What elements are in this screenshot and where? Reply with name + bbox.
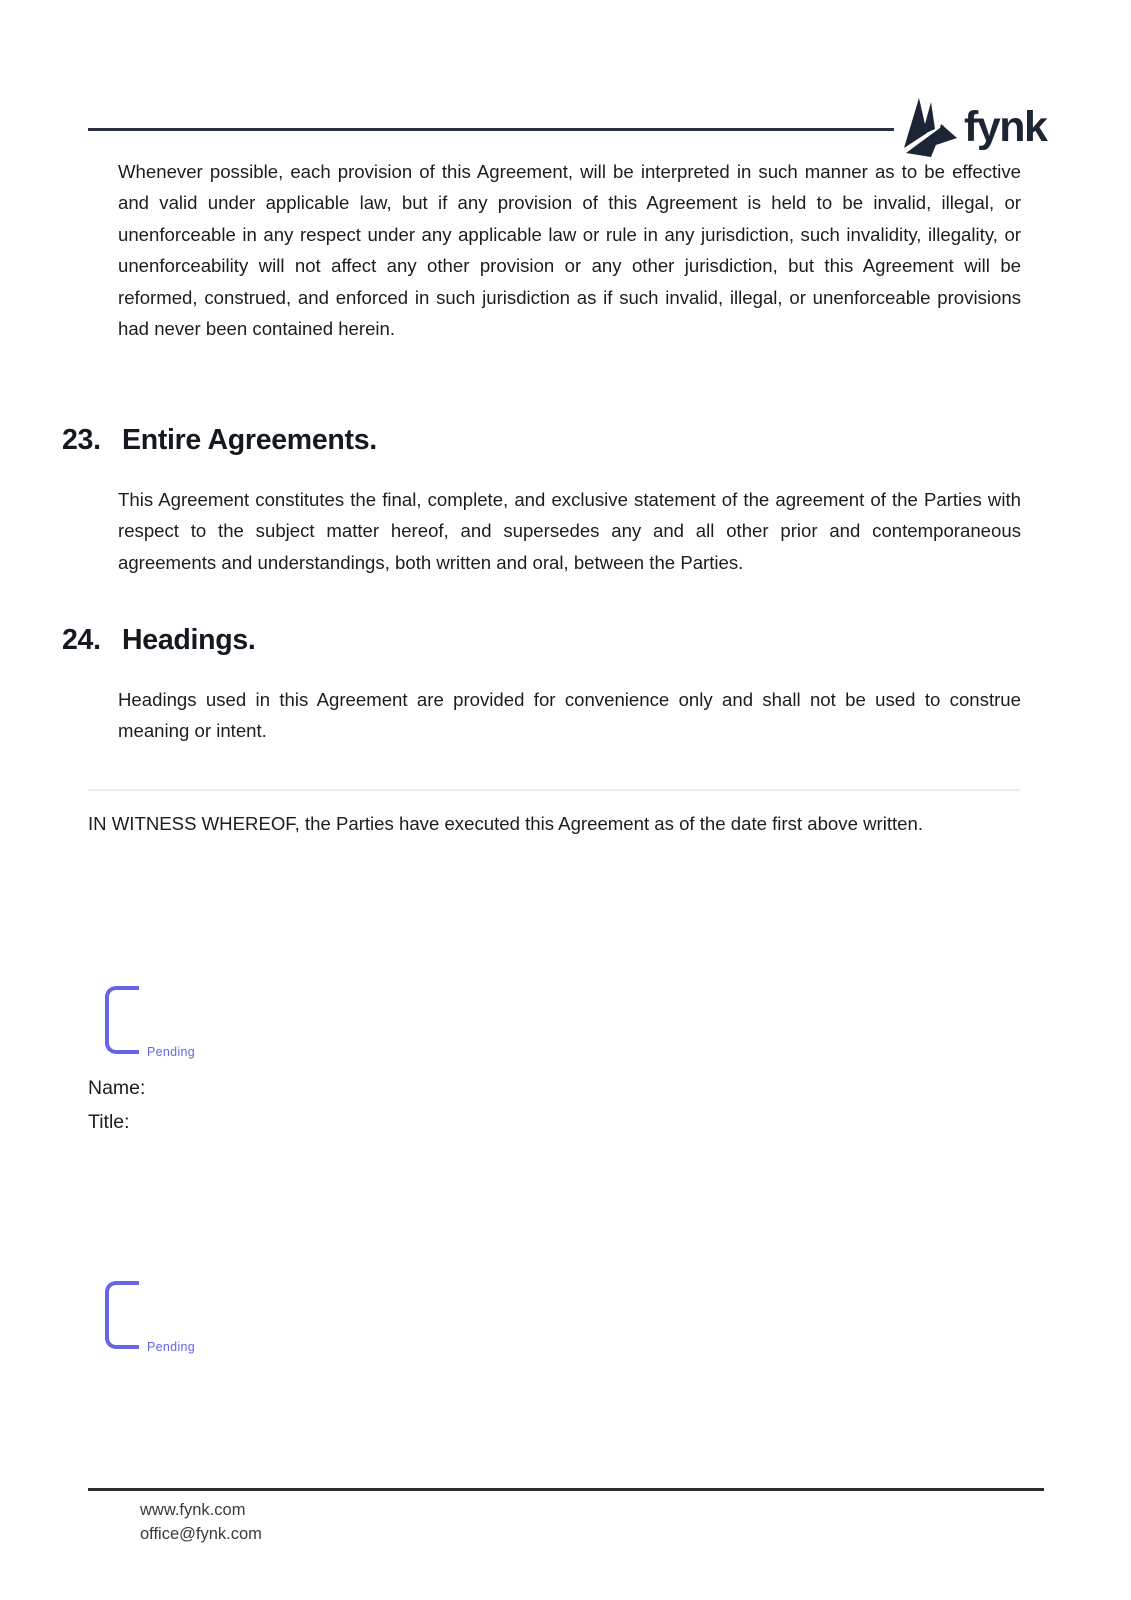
header-rule xyxy=(88,128,894,131)
section-24-heading xyxy=(62,624,256,657)
title-label: Title: xyxy=(88,1110,130,1133)
name-label: Name: xyxy=(88,1077,146,1099)
witness-clause-paragraph: IN WITNESS WHEREOF, the Parties have executed this Agreement as of the date first above written. xyxy=(88,813,924,834)
section-24-title: Headings. xyxy=(122,624,256,656)
section-23-paragraph: This Agreement constitutes the final, complete, and exclusive statement of the agreement of the Parties with respect to the subject matter hereof, and supersedes any and all other prior and contemporaneous agreements and understandings, both written and oral, between the Parties. xyxy=(118,489,1021,573)
severability-paragraph: Whenever possible, each provision of this Agreement, will be interpreted in such manner as to be effective and valid under applicable law, but if any provision of this Agreement is held to be invalid, illegal, or unenforceable in any respect under any applicable law or rule in any jurisdiction, such invalidity, illegality, or unenforceability will not affect any other provision or any other jurisdiction, but this Agreement will be reformed, construed, and enforced in such jurisdiction as if such invalid, illegal, or unenforceable provisions had never been contained herein. xyxy=(118,161,1021,340)
signatory-labels xyxy=(88,1072,145,1139)
signature-status-badge: Pending xyxy=(147,1340,195,1354)
footer-website: www.fynk.com xyxy=(140,1501,246,1519)
footer xyxy=(140,1499,262,1546)
section-23-number: 23. xyxy=(62,424,101,456)
signature-bracket-icon xyxy=(105,986,139,1054)
footer-email: office@fynk.com xyxy=(140,1524,262,1543)
section-divider xyxy=(88,789,1020,791)
signature-status-badge: Pending xyxy=(147,1045,195,1059)
brand-wordmark: fynk xyxy=(964,102,1047,151)
section-23-title: Entire Agreements. xyxy=(122,424,377,456)
signature-field-2[interactable] xyxy=(105,1281,325,1365)
section-24-number: 24. xyxy=(62,624,101,656)
signature-bracket-icon xyxy=(105,1281,139,1349)
section-23-heading xyxy=(62,424,377,457)
origami-crane-icon xyxy=(899,98,959,162)
signature-field-1[interactable] xyxy=(105,986,325,1070)
section-24-paragraph: Headings used in this Agreement are provided for convenience only and shall not be used to construe meaning or intent. xyxy=(118,689,1021,742)
footer-rule xyxy=(88,1488,1044,1491)
brand-logo xyxy=(899,97,1046,163)
